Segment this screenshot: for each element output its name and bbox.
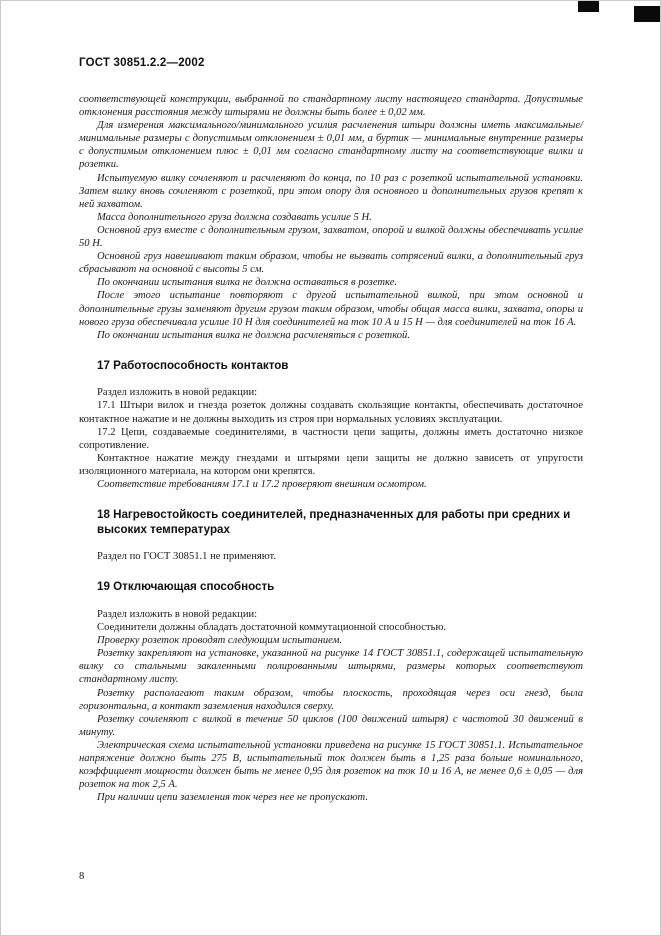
paragraph: При наличии цепи заземления ток через нее не пропускают. xyxy=(97,792,368,804)
paragraph: Розетку располагают таким образом, чтобы плоскость, проходящая через оси гнезд, была горизонтальна, а контакт заземления находился сверху. xyxy=(79,687,583,712)
paragraph: Электрическая схема испытательной установки приведена на рисунке 15 ГОСТ 30851.1. Испытательное напряжение должно быть 275 В, испытательный ток должен быть в 1,25 раза больше номинального, коэффициент мощности должен быть не менее 0,95 для розеток на ток 10 и 16 А, не менее 0,6 ± 0,05 — для розеток на ток 2,5 А. xyxy=(79,739,583,791)
document-body xyxy=(79,93,583,804)
paragraph: По окончании испытания вилка не должна оставаться в розетке. xyxy=(97,277,398,289)
paragraph: Розетку сочленяют с вилкой в течение 50 циклов (100 движений штыря) с частотой 30 движений в минуту. xyxy=(79,713,583,738)
paragraph: Для измерения максимального/минимального усилия расчленения штыри должны иметь максимальные/минимальные размеры с допустимым отклонением ± 0,01 мм, а буртик — минимальные внутренние размеры с допустимым отклонением плюс ± 0,01 мм согласно стандартному листу на соответствующие вилки и розетки. xyxy=(79,120,583,171)
paragraph: Испытуемую вилку сочленяют и расчленяют до конца, по 10 раз с розеткой испытательной установки. Затем вилку вновь сочленяют с розеткой, при этом опору для основного и дополнительных грузов крепят к ней захватом. xyxy=(79,172,583,210)
paragraph: По окончании испытания вилка не должна расчленяться с розеткой. xyxy=(97,329,411,341)
paragraph: Основной груз вместе с дополнительным грузом, захватом, опорой и вилкой должны обеспечивать усилие 50 Н. xyxy=(79,224,583,250)
paragraph: Проверку розеток проводят следующим испытанием. xyxy=(97,635,343,647)
paragraph: Соответствие требованиям 17.1 и 17.2 проверяют внешним осмотром. xyxy=(97,479,427,491)
paragraph: 17.1 Штыри вилок и гнезда розеток должны создавать скользящие контакты, обеспечивать достаточное контактное нажатие и не должны выходить из строя при нормальных условиях эксплуатации. xyxy=(79,400,583,425)
scan-artifact-mark xyxy=(578,1,599,12)
paragraph: После этого испытание повторяют с другой испытательной вилкой, при этом основной и дополнительные грузы заменяют другим грузом таким образом, чтобы общая масса вилки, захвата, опоры и нового груза обеспечивала усилие 10 Н для соединителей на ток 10 А и 15 Н — для соединителей на ток 16 А. xyxy=(79,290,583,328)
paragraph: 17.2 Цепи, создаваемые соединителями, в частности цепи защиты, должны иметь достаточно низкое сопротивление. xyxy=(79,426,583,451)
paragraph: Основной груз навешивают таким образом, чтобы не вызвать сотрясений вилки, а дополнительный груз сбрасывают на основной с высоты 5 см. xyxy=(79,251,583,276)
paragraph: соответствующей конструкции, выбранной по стандартному листу настоящего стандарта. Допустимые отклонения расстояния между штырями не должны быть более ± 0,02 мм. xyxy=(79,94,583,119)
section-heading-17: 17 Работоспособность контактов xyxy=(97,358,289,372)
paragraph: Раздел по ГОСТ 30851.1 не применяют. xyxy=(97,551,276,563)
document-code-header: ГОСТ 30851.2.2—2002 xyxy=(79,57,205,69)
paragraph: Контактное нажатие между гнездами и штырями цепи защиты не должно зависеть от упругости изоляционного материала, на котором они крепятся. xyxy=(79,452,583,477)
paragraph: Соединители должны обладать достаточной коммутационной способностью. xyxy=(97,622,447,634)
scan-artifact-mark xyxy=(634,6,661,22)
page-number: 8 xyxy=(79,871,85,882)
paragraph: Розетку закрепляют на установке, указанной на рисунке 14 ГОСТ 30851.1, содержащей испытательную вилку со стальными закаленными полированными штырями, размеры которых соответствуют стандартному листу. xyxy=(79,648,583,686)
section-heading-19: 19 Отключающая способность xyxy=(97,580,275,594)
paragraph: Масса дополнительного груза должна создавать усилие 5 Н. xyxy=(97,211,372,223)
paragraph: Раздел изложить в новой редакции: xyxy=(97,609,258,620)
section-heading-18: 18 Нагревостойкость соединителей, предназначенных для работы при средних и высоких температурах xyxy=(97,508,571,536)
paragraph: Раздел изложить в новой редакции: xyxy=(97,387,258,399)
